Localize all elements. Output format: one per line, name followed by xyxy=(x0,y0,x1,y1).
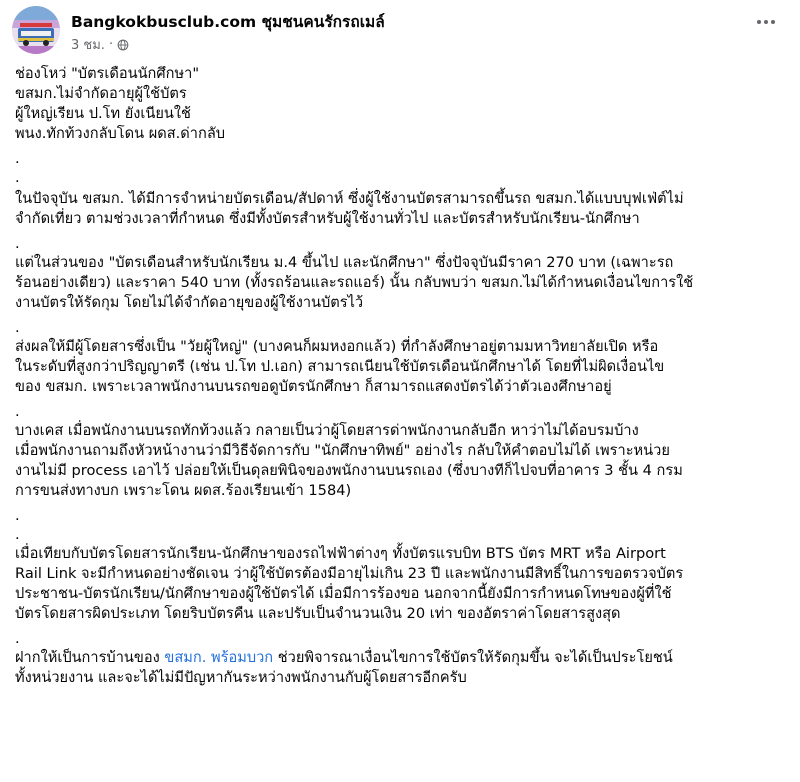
meta-separator: · xyxy=(108,37,114,52)
para4-line-4: การขนส่งทางบก เพราะโดน ผดส.ร้องเรียนเข้า 1584) xyxy=(15,482,352,499)
mention-link[interactable]: ขสมก. พร้อมบวก xyxy=(164,649,274,666)
para4-line-3: งานไม่มี process เอาไว้ ปล่อยให้เป็นดุลยพินิจของพนักงานบนรถเอง (ซึ่งบางทีก็ไปจบที่อาคาร 3 ชั้น 4 กรม xyxy=(15,462,683,479)
para1-line-2: จำกัดเที่ยว ตามช่วงเวลาที่กำหนด ซึ่งมีทั้งบัตรสำหรับผู้ใช้งานทั่วไป และบัตรสำหรับนักเรียน-นักศึกษา xyxy=(15,210,640,227)
dot-separator: . xyxy=(15,526,20,543)
para1-line-1: ในปัจจุบัน ขสมก. ได้มีการจำหน่ายบัตรเดือน/สัปดาห์ ซึ่งผู้ใช้งานบัตรสามารถขึ้นรถ ขสมก.ได้แบบบุฟเฟ่ต์ไม่ xyxy=(15,190,684,207)
dot-separator: . xyxy=(15,150,20,167)
bus-logo-icon xyxy=(12,6,60,54)
para5-line-2: Rail Link จะมีกำหนดอย่างชัดเจน ว่าผู้ใช้บัตรต้องมีอายุไม่เกิน 23 ปี และพนักงานมีสิทธิ์ในการขอตรวจบัตร xyxy=(15,565,684,582)
para3-line-1: ส่งผลให้มีผู้โดยสารซึ่งเป็น "วัยผู้ใหญ่" (บางคนก็ผมหงอกแล้ว) ที่กำลังศึกษาอยู่ตามมหาวิทยาลัยเปิด หรือ xyxy=(15,338,659,355)
para2-line-3: งานบัตรให้รัดกุม โดยไม่ได้จำกัดอายุของผู้ใช้งานบัตรไว้ xyxy=(15,294,364,311)
para3-line-3: ของ ขสมก. เพราะเวลาพนักงานบนรถขอดูบัตรนักศึกษา ก็สามารถแสดงบัตรได้ว่าตัวเองศึกษาอยู่ xyxy=(15,378,612,395)
intro-line-3: ผู้ใหญ่เรียน ป.โท ยังเนียนใช้ xyxy=(15,105,191,122)
para6-line-2: ทั้งหน่วยงาน และจะได้ไม่มีปัญหากันระหว่างพนักงานกับผู้โดยสารอีกครับ xyxy=(15,669,467,686)
post-body xyxy=(15,64,790,688)
para4-line-2: เมื่อพนักงานถามถึงหัวหน้างานว่ามีวิธีจัดการกับ "นักศึกษาทิพย์" อย่างไร กลับให้คำตอบไม่ได้ เพราะหน่วย xyxy=(15,442,670,459)
post-header xyxy=(12,6,788,56)
dot-separator: . xyxy=(15,630,20,647)
page-name-link[interactable]: Bangkokbusclub.com ชุมชนคนรักรถเมล์ xyxy=(71,13,385,31)
para3-line-2: ในระดับที่สูงกว่าปริญญาตรี (เช่น ป.โท ป.เอก) สามารถเนียนใช้บัตรเดือนนักศึกษาได้ โดยที่ไม่ผิดเงื่อนไข xyxy=(15,358,665,375)
intro-line-2: ขสมก.ไม่จำกัดอายุผู้ใช้บัตร xyxy=(15,85,187,102)
intro-line-1: ช่องโหว่ "บัตรเดือนนักศึกษา" xyxy=(15,65,200,82)
dot-separator: . xyxy=(15,319,20,336)
dot-separator: . xyxy=(15,403,20,420)
para6-suffix: ช่วยพิจารณาเงื่อนไขการใช้บัตรให้รัดกุมขึ้น จะได้เป็นประโยชน์ xyxy=(273,649,673,666)
para5-line-3: ประชาชน-บัตรนักเรียน/นักศึกษาของผู้ใช้บัตรได้ เมื่อมีการร้องขอ นอกจากนี้ยังมีการกำหนดโทษของผู้ที่ใช้ xyxy=(15,585,672,602)
para2-line-2: ร้อนอย่างเดียว) และราคา 540 บาท (ทั้งรถร้อนและรถแอร์) นั้น กลับพบว่า ขสมก.ไม่ได้กำหนดเงื่อนไขการใช้ xyxy=(15,274,694,291)
para6-line-1 xyxy=(15,648,790,668)
dot-separator: . xyxy=(15,169,20,186)
para2-line-1: แต่ในส่วนของ "บัตรเดือนสำหรับนักเรียน ม.4 ขึ้นไป และนักศึกษา" ซึ่งปัจจุบันมีราคา 270 บาท (เฉพาะรถ xyxy=(15,254,674,271)
more-horizontal-icon xyxy=(756,19,776,25)
page-avatar[interactable] xyxy=(12,6,60,54)
para6-prefix: ฝากให้เป็นการบ้านของ xyxy=(15,649,165,666)
globe-icon[interactable] xyxy=(117,39,129,51)
para5-line-4: บัตรโดยสารผิดประเภท โดยริบบัตรคืน และปรับเป็นจำนวนเงิน 20 เท่า ของอัตราค่าโดยสารสูงสุด xyxy=(15,605,621,622)
para5-line-1: เมื่อเทียบกับบัตรโดยสารนักเรียน-นักศึกษาของรถไฟฟ้าต่างๆ ทั้งบัตรแรบบิท BTS บัตร MRT หรือ Airport xyxy=(15,545,666,562)
dot-separator: . xyxy=(15,507,20,524)
post-time[interactable]: 3 ชม. xyxy=(71,38,105,53)
intro-line-4: พนง.ทักท้วงกลับโดน ผดส.ด่ากลับ xyxy=(15,125,226,142)
post-meta xyxy=(71,34,129,55)
dot-separator: . xyxy=(15,235,20,252)
more-options-button[interactable] xyxy=(750,10,782,34)
para4-line-1: บางเคส เมื่อพนักงานบนรถทักท้วงแล้ว กลายเป็นว่าผู้โดยสารด่าพนักงานกลับอีก หาว่าไม่ได้อบรมบ้าง xyxy=(15,422,639,439)
